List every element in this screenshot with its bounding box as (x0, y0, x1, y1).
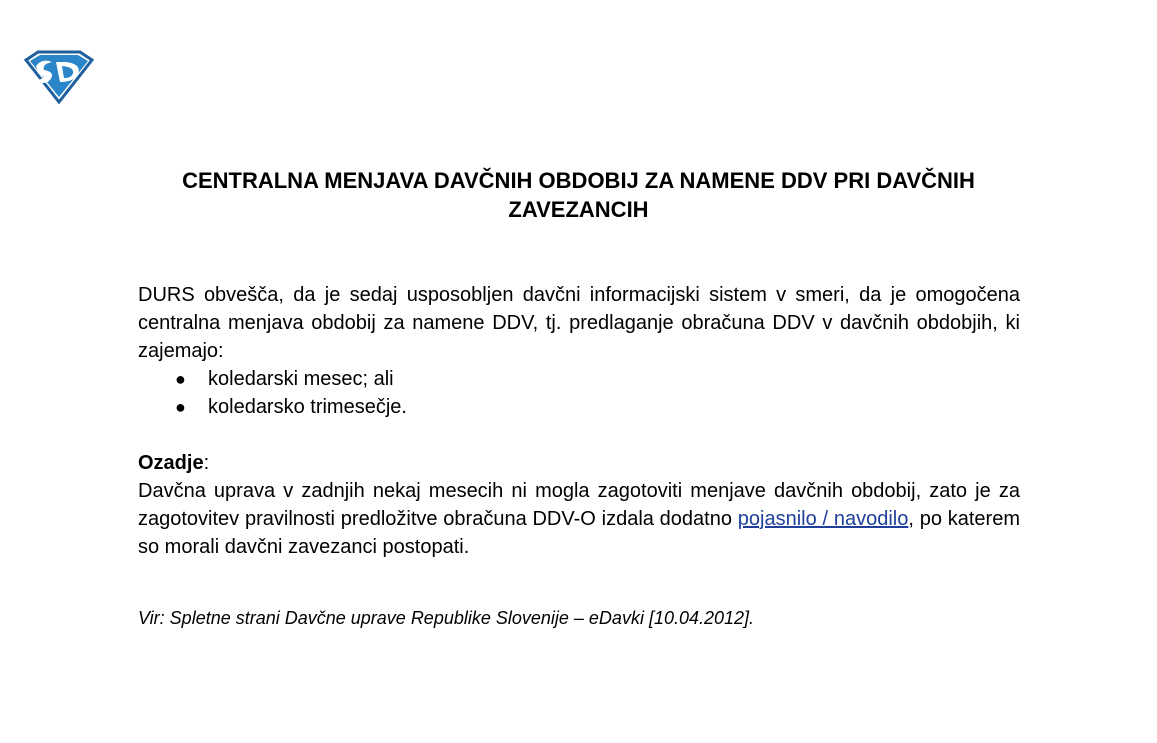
period-list (138, 365, 1020, 421)
bullet-icon: ● (175, 397, 186, 417)
list-item-text: koledarski mesec; ali (208, 368, 394, 390)
list-item (138, 393, 1020, 421)
source-citation: Vir: Spletne strani Davčne uprave Republike Slovenije – eDavki [10.04.2012]. (138, 608, 755, 628)
list-item (138, 365, 1020, 393)
bullet-icon: ● (175, 369, 186, 389)
spacer (138, 421, 1020, 449)
instructions-link[interactable]: pojasnilo / navodilo (737, 508, 909, 530)
background-heading: Ozadje (138, 452, 204, 474)
background-text-end: , po katerem so morali davčni zavezanci postopati. (138, 508, 1020, 558)
logo (22, 50, 96, 104)
background-heading-line (138, 449, 1020, 477)
list-item-text: koledarsko trimesečje. (208, 396, 407, 418)
document-title: CENTRALNA MENJAVA DAVČNIH OBDOBIJ ZA NAMENE DDV PRI DAVČNIH ZAVEZANCIH (182, 168, 975, 222)
background-text-start: Davčna uprava v zadnjih nekaj mesecih ni mogla zagotoviti menjave davčnih obdobij, zato je za zagotovitev pravilnosti predložitve obračuna DDV-O izdala dodatno (138, 480, 1020, 530)
background-paragraph (138, 477, 1020, 561)
sd-shield-logo-icon (22, 50, 96, 104)
document-body (138, 281, 1020, 561)
intro-paragraph: DURS obvešča, da je sedaj usposobljen davčni informacijski sistem v smeri, da je omogočena centralna menjava obdobij za namene DDV, tj. predlaganje obračuna DDV v davčnih obdobjih, ki zajemajo: (138, 284, 1020, 362)
background-heading-colon: : (203, 452, 210, 474)
